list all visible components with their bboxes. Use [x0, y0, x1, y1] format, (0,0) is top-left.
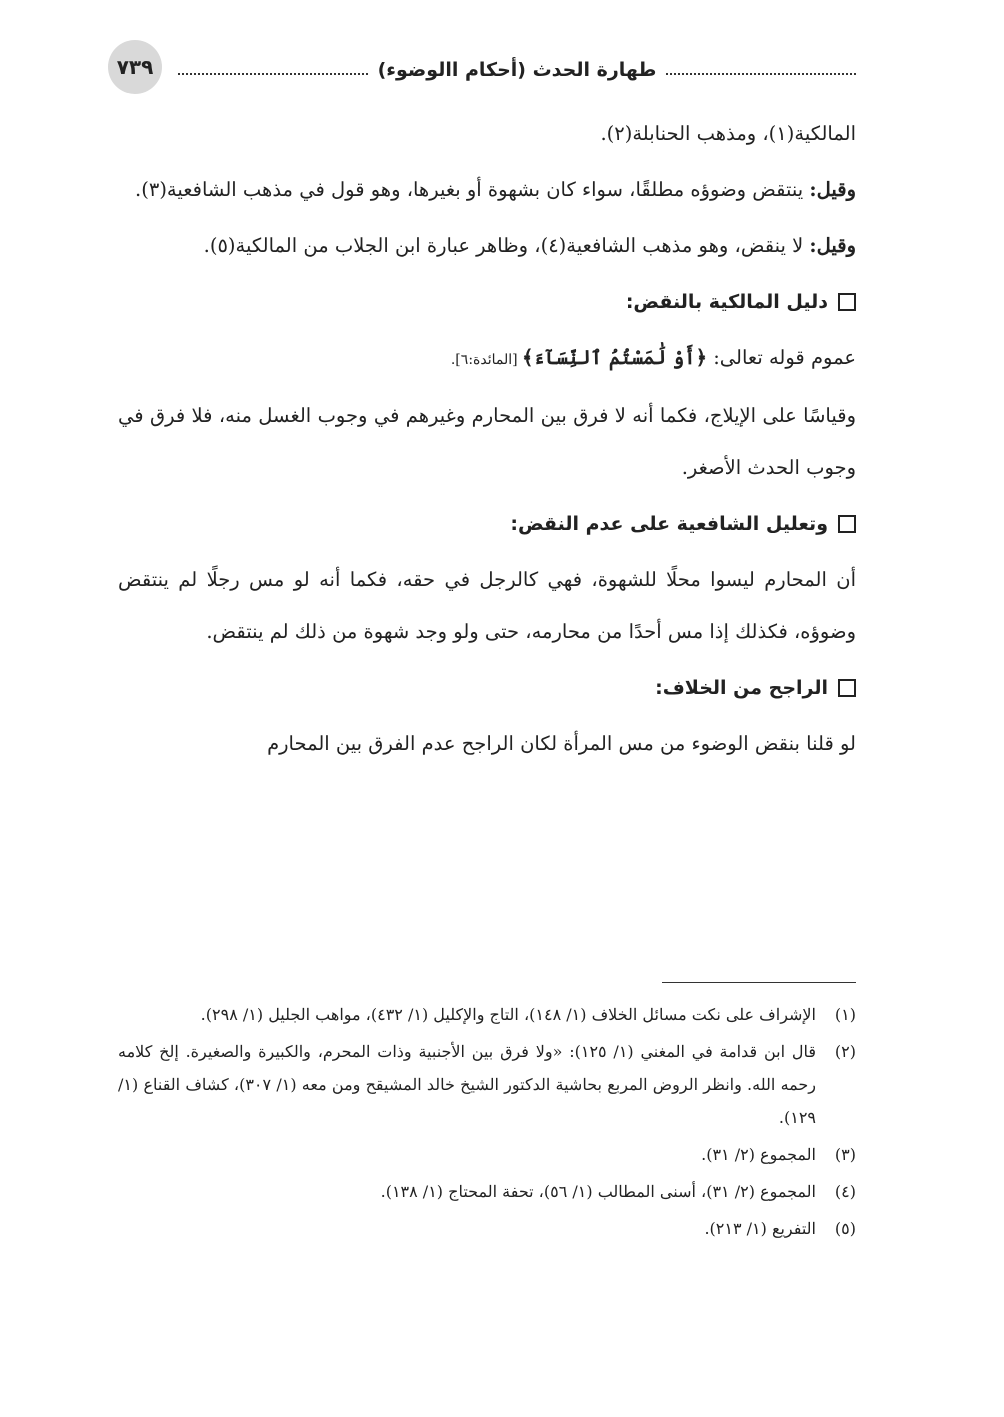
paragraph-5: وقياسًا على الإيلاج، فكما أنه لا فرق بين المحارم وغيرهم في وجوب الغسل منه، فلا فرق في وجوب الحدث الأصغر.: [118, 404, 856, 479]
checkbox-square-icon: [838, 515, 856, 533]
page-number: ٧٣٩: [108, 40, 162, 94]
heading-text: دليل المالكية بالنقض:: [625, 291, 828, 313]
footnote-number: (٣): [834, 1145, 856, 1164]
section-heading-3: [118, 662, 856, 714]
footnote: [118, 1138, 856, 1171]
footnote-text: المجموع (٢/ ٣١).: [701, 1145, 816, 1164]
paragraph-3: [118, 220, 856, 272]
footnote-text: التفريع (١/ ٢١٣).: [704, 1219, 816, 1238]
page-header: [108, 40, 856, 96]
paragraph-4: [118, 332, 856, 386]
section-heading-2: [118, 498, 856, 550]
footnote-text: المجموع (٢/ ٣١)، أسنى المطالب (١/ ٥٦)، تحفة المحتاج (١/ ١٣٨).: [380, 1182, 816, 1201]
running-title: [178, 56, 856, 84]
footnote: [118, 998, 856, 1031]
footnote-number: (٥): [834, 1219, 856, 1238]
footnote-text: قال ابن قدامة في المغني (١/ ١٢٥): «ولا فرق بين الأجنبية وذات المحرم، والكبيرة والصغيرة. إلخ كلامه رحمه الله. وانظر الروض المربع بحاشية الدكتور الشيخ خالد المشيقح ومن معه (١/ ٣٠٧)، كشاف القناع (١/ ١٢٩).: [118, 1042, 817, 1127]
paragraph-4-text: عموم قوله تعالى:: [707, 346, 856, 369]
section-heading-1: [118, 276, 856, 328]
footnote: [118, 1175, 856, 1208]
checkbox-square-icon: [838, 293, 856, 311]
paragraph-6: أن المحارم ليسوا محلًا للشهوة، فهي كالرجل في حقه، فكما أنه لو مس رجلًا لم ينتقض وضوؤه، فكذلك إذا مس أحدًا من محارمه، حتى ولو وجد شهوة من ذلك لم ينتقض.: [118, 568, 856, 643]
footnote-separator: [662, 982, 856, 983]
paragraph-7: لو قلنا بنقض الوضوء من مس المرأة لكان الراجح عدم الفرق بين المحارم: [267, 732, 856, 755]
heading-text: الراجح من الخلاف:: [655, 677, 828, 699]
dotted-leader-right: [666, 73, 856, 75]
paragraph-3-text: لا ينقض، وهو مذهب الشافعية(٤)، وظاهر عبارة ابن الجلاب من المالكية(٥).: [203, 234, 810, 257]
heading-text: وتعليل الشافعية على عدم النقض:: [510, 513, 828, 535]
lead-word: وقيل:: [809, 178, 856, 201]
footnote-number: (١): [834, 1005, 856, 1024]
dotted-leader-left: [178, 73, 368, 75]
paragraph-2-text: ينتقض وضوؤه مطلقًا، سواء كان بشهوة أو بغيرها، وهو قول في مذهب الشافعية(٣).: [135, 178, 810, 201]
quran-verse: ﴿أَوْ لَٰمَسْتُمُ ٱلنِّسَآءَ﴾: [522, 346, 708, 369]
footnotes: [118, 998, 856, 1249]
checkbox-square-icon: [838, 679, 856, 697]
main-text: [118, 108, 856, 774]
chapter-title: طهارة الحدث (أحكام االوضوء): [377, 59, 657, 81]
paragraph-2: [118, 164, 856, 216]
lead-word: وقيل:: [809, 234, 856, 257]
footnote-number: (٤): [834, 1182, 856, 1201]
verse-reference: [المائدة:٦].: [450, 352, 523, 368]
footnote: [118, 1035, 856, 1134]
paragraph-1: المالكية(١)، ومذهب الحنابلة(٢).: [600, 122, 856, 145]
footnote-number: (٢): [834, 1042, 856, 1061]
footnote: [118, 1212, 856, 1245]
footnote-text: الإشراف على نكت مسائل الخلاف (١/ ١٤٨)، التاج والإكليل (١/ ٤٣٢)، مواهب الجليل (١/ ٢٩٨).: [200, 1005, 816, 1024]
